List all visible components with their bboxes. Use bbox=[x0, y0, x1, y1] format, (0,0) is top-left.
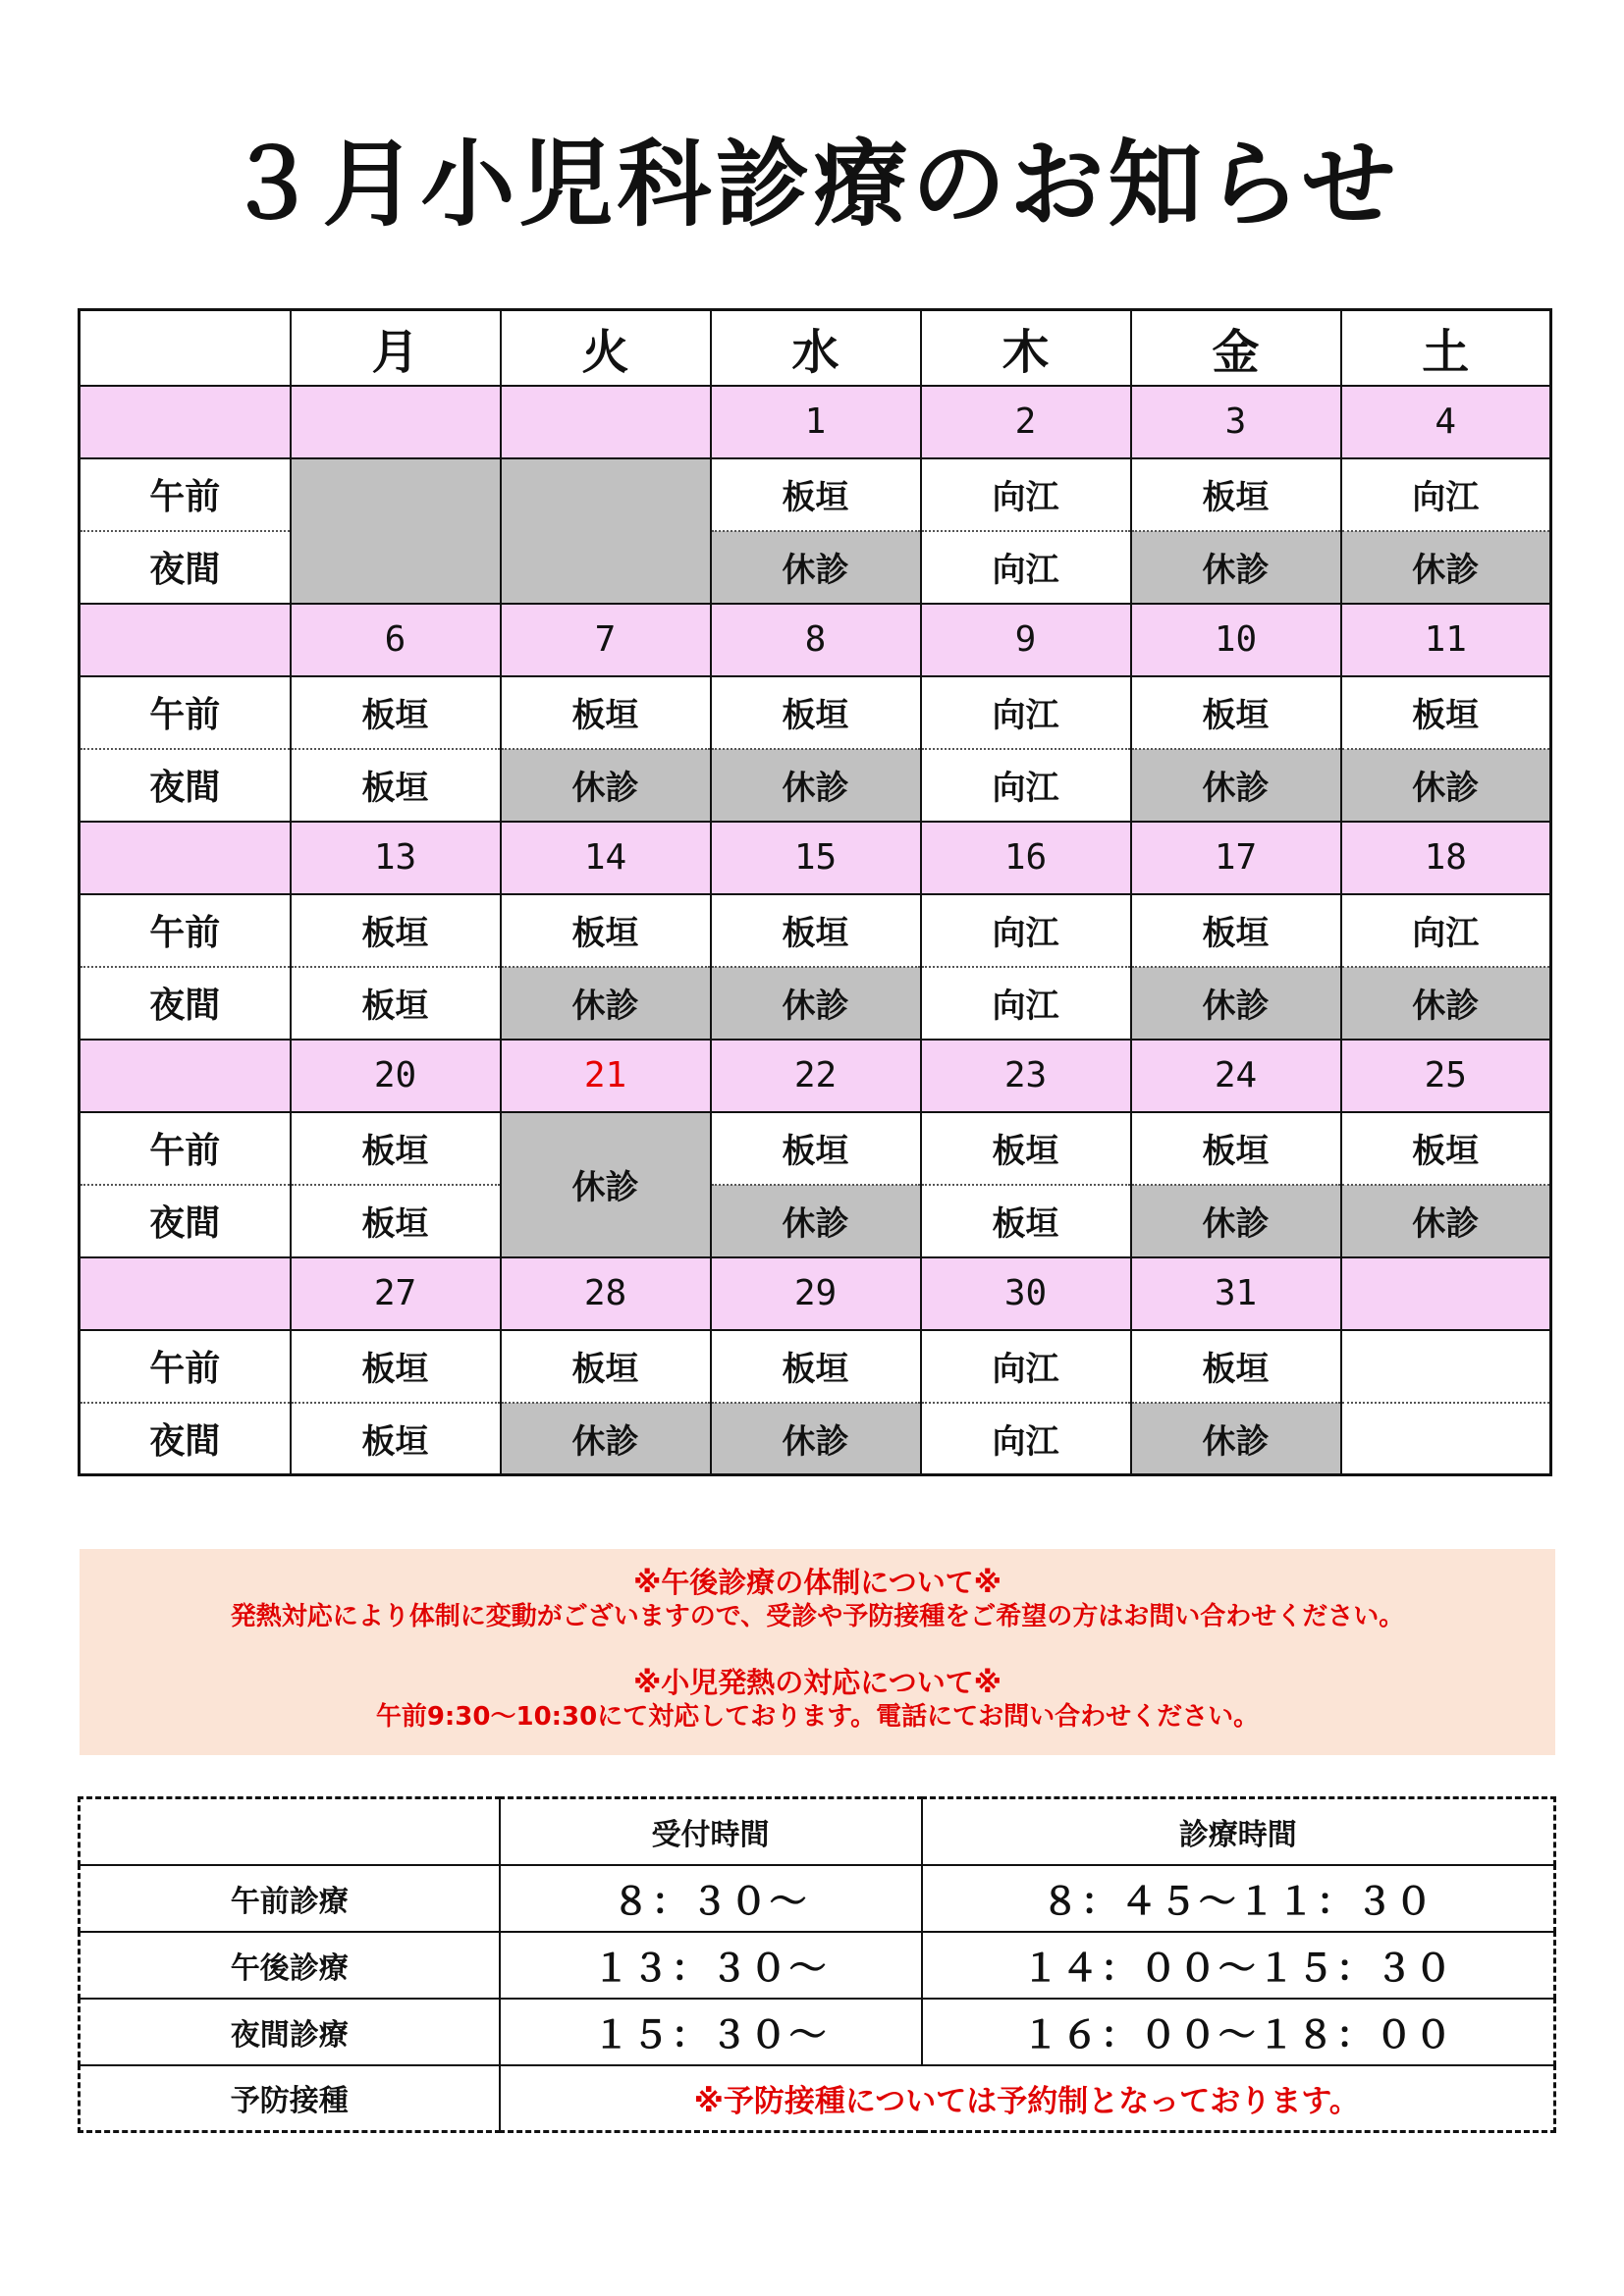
reception-time: ８：３０～ bbox=[500, 1865, 922, 1932]
doctor-slot: 向江 bbox=[921, 458, 1131, 531]
weekday-wed: 水 bbox=[711, 310, 921, 386]
hours-row bbox=[80, 1999, 1555, 2065]
morning-row bbox=[80, 894, 1551, 967]
doctor-slot: 向江 bbox=[921, 1403, 1131, 1475]
session-label: 夜間診療 bbox=[80, 1999, 500, 2065]
doctor-slot: 休診 bbox=[711, 531, 921, 604]
morning-label: 午前 bbox=[80, 894, 291, 967]
notice-box bbox=[80, 1549, 1555, 1755]
date-cell: 22 bbox=[711, 1040, 921, 1112]
doctor-slot: 板垣 bbox=[501, 894, 711, 967]
doctor-slot: 休診 bbox=[1131, 1185, 1341, 1257]
morning-row bbox=[80, 1112, 1551, 1185]
date-cell: 11 bbox=[1341, 604, 1551, 676]
consult-time: １４：００～１５：３０ bbox=[922, 1932, 1555, 1999]
session-label: 午後診療 bbox=[80, 1932, 500, 1999]
date-row bbox=[80, 1040, 1551, 1112]
evening-label: 夜間 bbox=[80, 531, 291, 604]
doctor-slot: 休診 bbox=[711, 749, 921, 822]
doctor-slot: 板垣 bbox=[291, 1330, 501, 1403]
date-row-label-cell bbox=[80, 1257, 291, 1330]
doctor-slot bbox=[501, 458, 711, 604]
date-cell: 30 bbox=[921, 1257, 1131, 1330]
date-cell: 29 bbox=[711, 1257, 921, 1330]
doctor-slot: 休診 bbox=[1341, 1185, 1551, 1257]
evening-row bbox=[80, 1185, 1551, 1257]
consultation-hours-table bbox=[78, 1796, 1556, 2133]
date-cell bbox=[501, 386, 711, 458]
doctor-slot: 休診 bbox=[1131, 749, 1341, 822]
doctor-slot: 板垣 bbox=[291, 1185, 501, 1257]
notice-text-fever: 午前9:30～10:30にて対応しております。電話にてお問い合わせください。 bbox=[375, 1702, 1260, 1732]
date-cell bbox=[291, 386, 501, 458]
doctor-slot: 板垣 bbox=[711, 458, 921, 531]
date-cell: 2 bbox=[921, 386, 1131, 458]
doctor-slot: 板垣 bbox=[711, 1112, 921, 1185]
doctor-slot: 板垣 bbox=[711, 676, 921, 749]
vaccine-label: 予防接種 bbox=[80, 2065, 500, 2132]
date-cell: 20 bbox=[291, 1040, 501, 1112]
date-cell: 25 bbox=[1341, 1040, 1551, 1112]
doctor-slot: 向江 bbox=[921, 749, 1131, 822]
doctor-slot: 休診 bbox=[711, 1185, 921, 1257]
date-cell: 1 bbox=[711, 386, 921, 458]
date-row bbox=[80, 822, 1551, 894]
doctor-slot: 休診 bbox=[1341, 749, 1551, 822]
date-row bbox=[80, 604, 1551, 676]
doctor-slot bbox=[1341, 1330, 1551, 1403]
doctor-slot: 板垣 bbox=[1341, 1112, 1551, 1185]
session-label: 午前診療 bbox=[80, 1865, 500, 1932]
monthly-schedule-calendar bbox=[78, 308, 1552, 1476]
notice-heading-afternoon: ※午後診療の体制について※ bbox=[633, 1566, 1001, 1599]
date-cell: 24 bbox=[1131, 1040, 1341, 1112]
morning-row bbox=[80, 1330, 1551, 1403]
hours-corner-cell bbox=[80, 1798, 500, 1865]
date-cell: 21 bbox=[501, 1040, 711, 1112]
evening-label: 夜間 bbox=[80, 967, 291, 1040]
doctor-slot: 板垣 bbox=[921, 1185, 1131, 1257]
doctor-slot: 板垣 bbox=[291, 1403, 501, 1475]
date-cell: 23 bbox=[921, 1040, 1131, 1112]
morning-label: 午前 bbox=[80, 1330, 291, 1403]
morning-label: 午前 bbox=[80, 458, 291, 531]
date-cell: 14 bbox=[501, 822, 711, 894]
date-cell: 8 bbox=[711, 604, 921, 676]
date-cell: 4 bbox=[1341, 386, 1551, 458]
weekday-sat: 土 bbox=[1341, 310, 1551, 386]
morning-label: 午前 bbox=[80, 676, 291, 749]
doctor-slot bbox=[1341, 1403, 1551, 1475]
date-cell: 7 bbox=[501, 604, 711, 676]
doctor-slot: 休診 bbox=[1131, 967, 1341, 1040]
evening-label: 夜間 bbox=[80, 749, 291, 822]
doctor-slot: 板垣 bbox=[291, 1112, 501, 1185]
doctor-slot: 休診 bbox=[1131, 1403, 1341, 1475]
hours-header-row bbox=[80, 1798, 1555, 1865]
doctor-slot: 休診 bbox=[711, 1403, 921, 1475]
date-row-label-cell bbox=[80, 386, 291, 458]
date-row-label-cell bbox=[80, 1040, 291, 1112]
notice-text-afternoon: 発熱対応により体制に変動がございますので、受診や予防接種をご希望の方はお問い合わせください。 bbox=[230, 1602, 1405, 1631]
doctor-slot: 板垣 bbox=[291, 967, 501, 1040]
doctor-slot: 休診 bbox=[501, 1112, 711, 1257]
date-cell: 17 bbox=[1131, 822, 1341, 894]
evening-label: 夜間 bbox=[80, 1185, 291, 1257]
date-cell: 15 bbox=[711, 822, 921, 894]
vaccine-row bbox=[80, 2065, 1555, 2132]
hours-row bbox=[80, 1865, 1555, 1932]
doctor-slot: 板垣 bbox=[711, 1330, 921, 1403]
weekday-thu: 木 bbox=[921, 310, 1131, 386]
doctor-slot: 板垣 bbox=[1131, 894, 1341, 967]
consult-time: １６：００～１８：００ bbox=[922, 1999, 1555, 2065]
doctor-slot: 向江 bbox=[1341, 894, 1551, 967]
hours-row bbox=[80, 1932, 1555, 1999]
weekday-fri: 金 bbox=[1131, 310, 1341, 386]
date-row-label-cell bbox=[80, 822, 291, 894]
doctor-slot: 板垣 bbox=[1131, 1330, 1341, 1403]
date-cell: 31 bbox=[1131, 1257, 1341, 1330]
date-cell: 10 bbox=[1131, 604, 1341, 676]
date-cell: 27 bbox=[291, 1257, 501, 1330]
evening-row bbox=[80, 749, 1551, 822]
consult-time: ８：４５～１１：３０ bbox=[922, 1865, 1555, 1932]
page-title: ３月小児科診療のお知らせ bbox=[224, 130, 1400, 240]
consult-time-header: 診療時間 bbox=[922, 1798, 1555, 1865]
doctor-slot: 板垣 bbox=[1341, 676, 1551, 749]
vaccine-note: ※予防接種については予約制となっております。 bbox=[500, 2065, 1555, 2132]
weekday-mon: 月 bbox=[291, 310, 501, 386]
doctor-slot: 休診 bbox=[1341, 531, 1551, 604]
morning-row bbox=[80, 676, 1551, 749]
doctor-slot: 向江 bbox=[921, 894, 1131, 967]
date-cell: 9 bbox=[921, 604, 1131, 676]
date-cell: 3 bbox=[1131, 386, 1341, 458]
date-row-label-cell bbox=[80, 604, 291, 676]
morning-row bbox=[80, 458, 1551, 531]
doctor-slot: 向江 bbox=[1341, 458, 1551, 531]
doctor-slot: 板垣 bbox=[501, 676, 711, 749]
date-cell bbox=[1341, 1257, 1551, 1330]
doctor-slot: 板垣 bbox=[711, 894, 921, 967]
date-cell: 13 bbox=[291, 822, 501, 894]
corner-cell bbox=[80, 310, 291, 386]
notice-heading-fever: ※小児発熱の対応について※ bbox=[633, 1666, 1001, 1699]
doctor-slot bbox=[291, 458, 501, 604]
doctor-slot: 向江 bbox=[921, 967, 1131, 1040]
doctor-slot: 板垣 bbox=[291, 894, 501, 967]
doctor-slot: 板垣 bbox=[1131, 676, 1341, 749]
date-cell: 28 bbox=[501, 1257, 711, 1330]
doctor-slot: 休診 bbox=[1131, 531, 1341, 604]
doctor-slot: 板垣 bbox=[1131, 1112, 1341, 1185]
evening-row bbox=[80, 967, 1551, 1040]
doctor-slot: 休診 bbox=[501, 967, 711, 1040]
reception-time: １３：３０～ bbox=[500, 1932, 922, 1999]
morning-label: 午前 bbox=[80, 1112, 291, 1185]
date-cell: 6 bbox=[291, 604, 501, 676]
weekday-header-row bbox=[80, 310, 1551, 386]
date-row bbox=[80, 386, 1551, 458]
doctor-slot: 休診 bbox=[501, 1403, 711, 1475]
doctor-slot: 休診 bbox=[501, 749, 711, 822]
reception-time-header: 受付時間 bbox=[500, 1798, 922, 1865]
doctor-slot: 板垣 bbox=[1131, 458, 1341, 531]
doctor-slot: 板垣 bbox=[291, 676, 501, 749]
doctor-slot: 板垣 bbox=[501, 1330, 711, 1403]
reception-time: １５：３０～ bbox=[500, 1999, 922, 2065]
doctor-slot: 板垣 bbox=[291, 749, 501, 822]
doctor-slot: 休診 bbox=[1341, 967, 1551, 1040]
date-cell: 18 bbox=[1341, 822, 1551, 894]
doctor-slot: 向江 bbox=[921, 531, 1131, 604]
weekday-tue: 火 bbox=[501, 310, 711, 386]
evening-label: 夜間 bbox=[80, 1403, 291, 1475]
evening-row bbox=[80, 1403, 1551, 1475]
doctor-slot: 向江 bbox=[921, 1330, 1131, 1403]
doctor-slot: 休診 bbox=[711, 967, 921, 1040]
date-cell: 16 bbox=[921, 822, 1131, 894]
date-row bbox=[80, 1257, 1551, 1330]
doctor-slot: 向江 bbox=[921, 676, 1131, 749]
doctor-slot: 板垣 bbox=[921, 1112, 1131, 1185]
